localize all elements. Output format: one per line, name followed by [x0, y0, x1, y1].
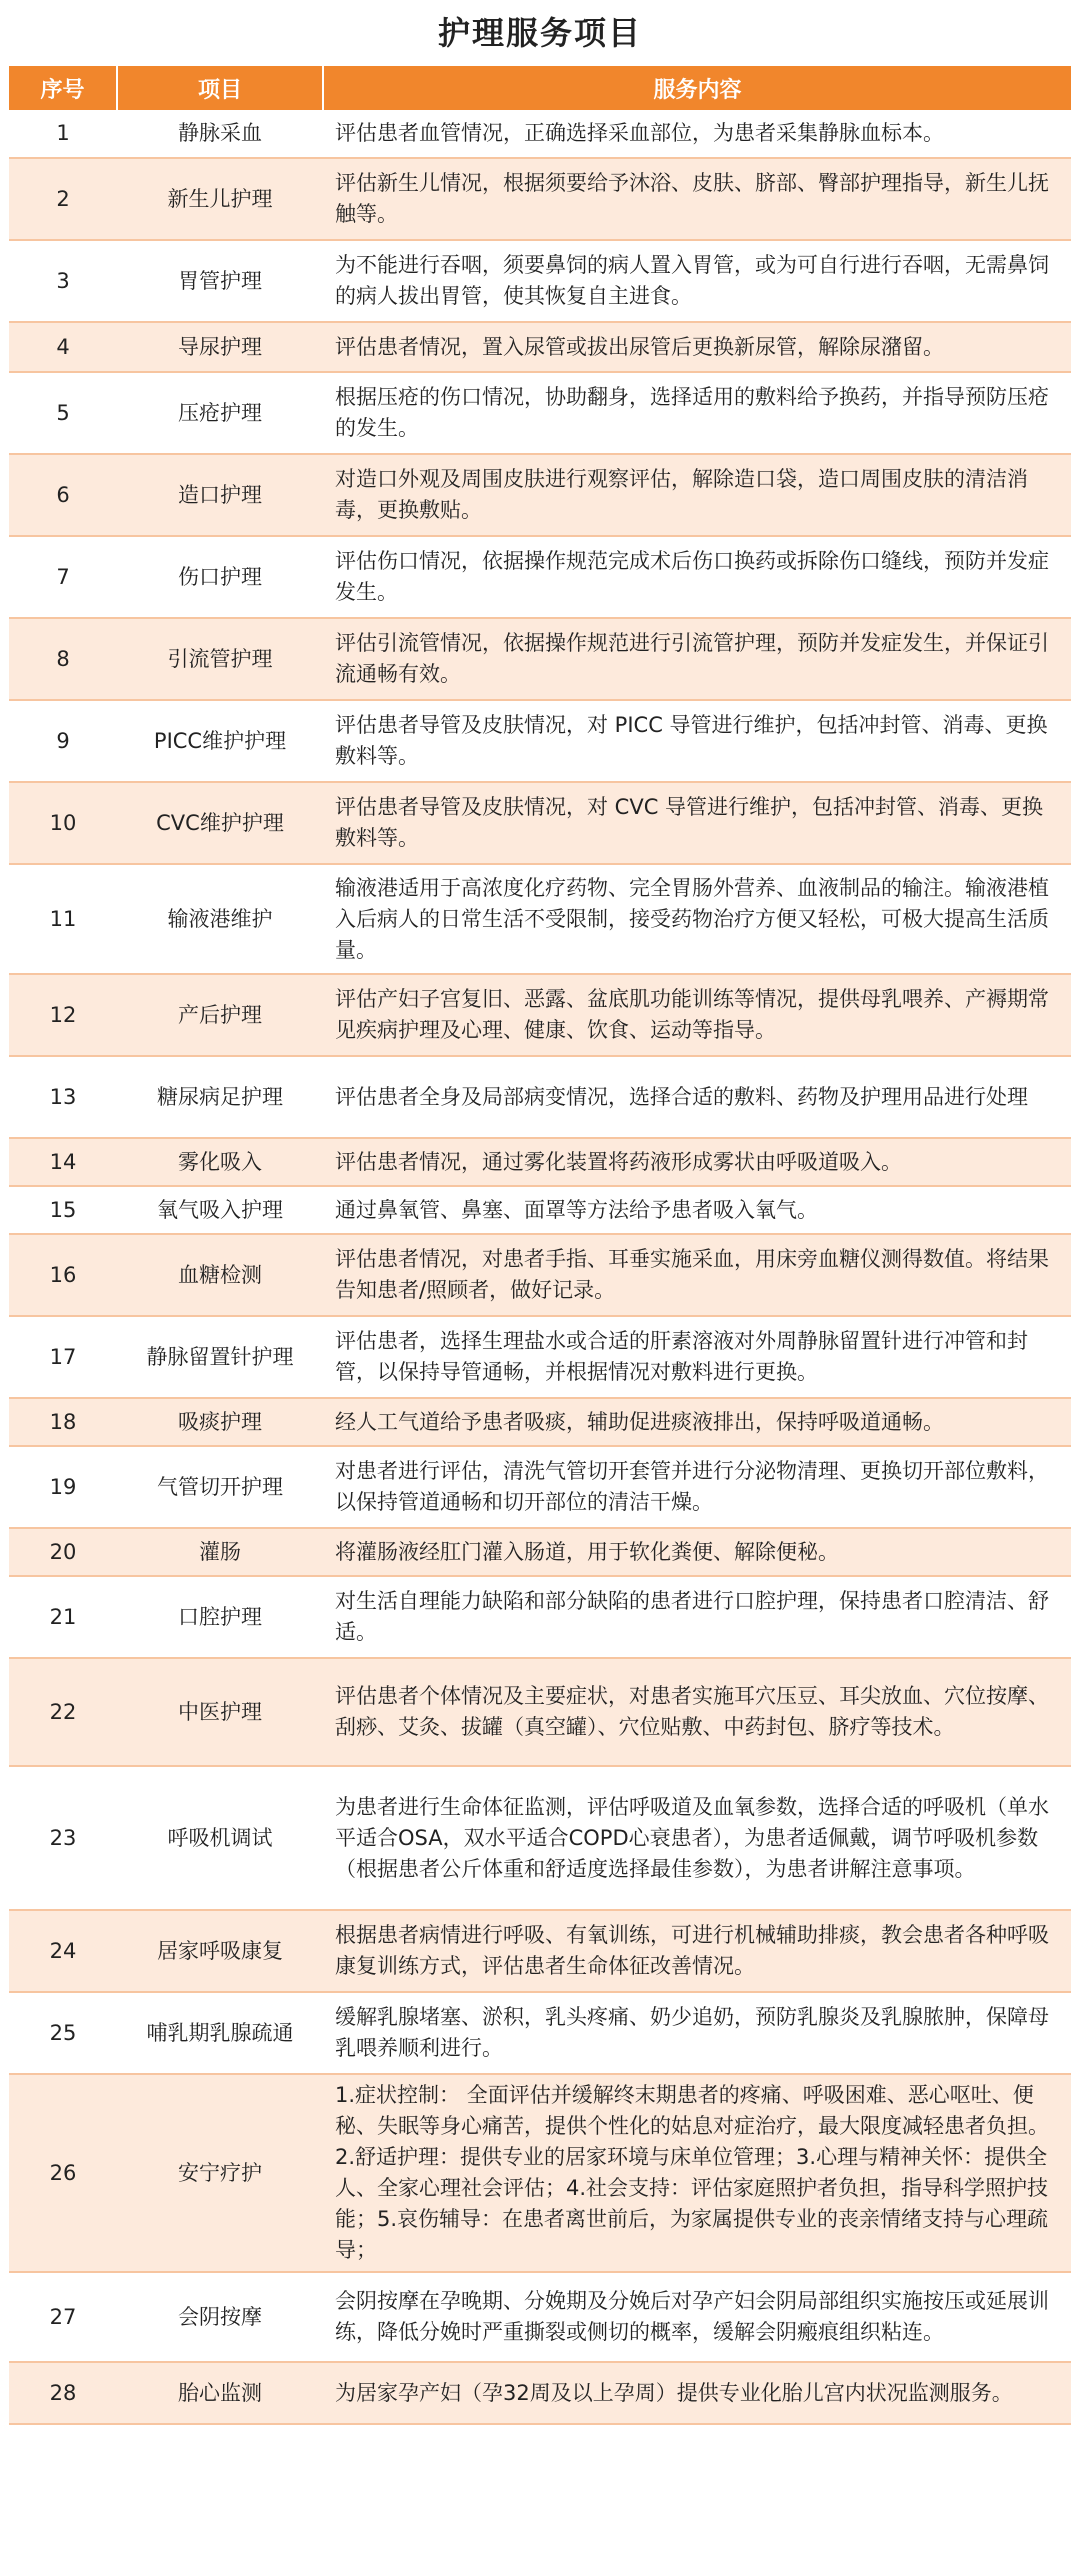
table-row — [9, 1528, 1071, 1576]
row-number: 25 — [9, 1992, 117, 2074]
table-row — [9, 700, 1071, 782]
row-content: 1.症状控制： 全面评估并缓解终末期患者的疼痛、呼吸困难、恶心呕吐、便秘、失眠等身心痛苦，提供个性化的姑息对症治疗，最大限度减轻患者负担。2.舒适护理：提供专业的居家环境与床单位管理；3.心理与精神关怀：提供全人、全家心理社会评估；4.社会支持：评估家庭照护者负担，指导科学照护技能；5.哀伤辅导：在患者离世前后，为家属提供专业的丧亲情绪支持与心理疏导； — [323, 2074, 1071, 2272]
row-content: 评估引流管情况，依据操作规范进行引流管护理，预防并发症发生，并保证引流通畅有效。 — [323, 618, 1071, 700]
table-row — [9, 1316, 1071, 1398]
row-item: 胃管护理 — [117, 240, 323, 322]
row-content: 评估产妇子宫复旧、恶露、盆底肌功能训练等情况，提供母乳喂养、产褥期常见疾病护理及心理、健康、饮食、运动等指导。 — [323, 974, 1071, 1056]
row-item: 压疮护理 — [117, 372, 323, 454]
header-number: 序号 — [9, 66, 117, 110]
row-number: 3 — [9, 240, 117, 322]
row-number: 9 — [9, 700, 117, 782]
table-row — [9, 1398, 1071, 1446]
row-content: 评估患者导管及皮肤情况，对 PICC 导管进行维护，包括冲封管、消毒、更换敷料等。 — [323, 700, 1071, 782]
row-content: 评估新生儿情况，根据须要给予沐浴、皮肤、脐部、臀部护理指导，新生儿抚触等。 — [323, 158, 1071, 240]
row-item: 中医护理 — [117, 1658, 323, 1766]
row-content: 为患者进行生命体征监测，评估呼吸道及血氧参数，选择合适的呼吸机（单水平适合OSA，双水平适合COPD心衰患者），为患者适佩戴，调节呼吸机参数（根据患者公斤体重和舒适度选择最佳参数），为患者讲解注意事项。 — [323, 1766, 1071, 1910]
row-content: 将灌肠液经肛门灌入肠道，用于软化粪便、解除便秘。 — [323, 1528, 1071, 1576]
table-row — [9, 454, 1071, 536]
row-number: 12 — [9, 974, 117, 1056]
row-number: 7 — [9, 536, 117, 618]
row-content: 为居家孕产妇（孕32周及以上孕周）提供专业化胎儿宫内状况监测服务。 — [323, 2362, 1071, 2424]
row-item: 造口护理 — [117, 454, 323, 536]
row-content: 对生活自理能力缺陷和部分缺陷的患者进行口腔护理，保持患者口腔清洁、舒适。 — [323, 1576, 1071, 1658]
row-content: 根据患者病情进行呼吸、有氧训练，可进行机械辅助排痰，教会患者各种呼吸康复训练方式，评估患者生命体征改善情况。 — [323, 1910, 1071, 1992]
row-number: 11 — [9, 864, 117, 974]
row-item: 导尿护理 — [117, 322, 323, 372]
row-content: 会阴按摩在孕晚期、分娩期及分娩后对孕产妇会阴局部组织实施按压或延展训练，降低分娩时严重撕裂或侧切的概率，缓解会阴瘢痕组织粘连。 — [323, 2272, 1071, 2362]
table-row — [9, 322, 1071, 372]
row-number: 26 — [9, 2074, 117, 2272]
row-item: 静脉采血 — [117, 110, 323, 158]
row-content: 评估患者情况，置入尿管或拔出尿管后更换新尿管，解除尿潴留。 — [323, 322, 1071, 372]
row-number: 27 — [9, 2272, 117, 2362]
row-number: 19 — [9, 1446, 117, 1528]
row-item: 安宁疗护 — [117, 2074, 323, 2272]
row-number: 17 — [9, 1316, 117, 1398]
row-item: 胎心监测 — [117, 2362, 323, 2424]
row-content: 经人工气道给予患者吸痰，辅助促进痰液排出，保持呼吸道通畅。 — [323, 1398, 1071, 1446]
row-number: 28 — [9, 2362, 117, 2424]
row-item: CVC维护护理 — [117, 782, 323, 864]
row-number: 8 — [9, 618, 117, 700]
row-content: 对造口外观及周围皮肤进行观察评估，解除造口袋，造口周围皮肤的清洁消毒，更换敷贴。 — [323, 454, 1071, 536]
row-content: 根据压疮的伤口情况，协助翻身，选择适用的敷料给予换药，并指导预防压疮的发生。 — [323, 372, 1071, 454]
row-number: 16 — [9, 1234, 117, 1316]
header-content: 服务内容 — [323, 66, 1071, 110]
row-number: 13 — [9, 1056, 117, 1138]
row-number: 22 — [9, 1658, 117, 1766]
table-row — [9, 974, 1071, 1056]
table-row — [9, 1766, 1071, 1910]
page-title: 护理服务项目 — [437, 14, 642, 52]
row-item: 口腔护理 — [117, 1576, 323, 1658]
row-item: 吸痰护理 — [117, 1398, 323, 1446]
table-row — [9, 1576, 1071, 1658]
row-item: 伤口护理 — [117, 536, 323, 618]
row-content: 评估患者导管及皮肤情况，对 CVC 导管进行维护，包括冲封管、消毒、更换敷料等。 — [323, 782, 1071, 864]
table-row — [9, 782, 1071, 864]
row-number: 15 — [9, 1186, 117, 1234]
row-item: 哺乳期乳腺疏通 — [117, 1992, 323, 2074]
row-content: 评估伤口情况，依据操作规范完成术后伤口换药或拆除伤口缝线，预防并发症发生。 — [323, 536, 1071, 618]
row-item: 静脉留置针护理 — [117, 1316, 323, 1398]
row-number: 5 — [9, 372, 117, 454]
table-row — [9, 1138, 1071, 1186]
row-content: 评估患者，选择生理盐水或合适的肝素溶液对外周静脉留置针进行冲管和封管，以保持导管通畅，并根据情况对敷料进行更换。 — [323, 1316, 1071, 1398]
row-content: 评估患者血管情况，正确选择采血部位，为患者采集静脉血标本。 — [323, 110, 1071, 158]
row-number: 6 — [9, 454, 117, 536]
table-row — [9, 1658, 1071, 1766]
row-item: PICC维护护理 — [117, 700, 323, 782]
table-row — [9, 1234, 1071, 1316]
row-number: 4 — [9, 322, 117, 372]
table-row — [9, 2362, 1071, 2424]
row-number: 23 — [9, 1766, 117, 1910]
row-content: 输液港适用于高浓度化疗药物、完全胃肠外营养、血液制品的输注。输液港植入后病人的日常生活不受限制，接受药物治疗方便又轻松，可极大提高生活质量。 — [323, 864, 1071, 974]
row-number: 1 — [9, 110, 117, 158]
row-number: 10 — [9, 782, 117, 864]
header-row — [9, 66, 1071, 110]
row-item: 引流管护理 — [117, 618, 323, 700]
table-row — [9, 536, 1071, 618]
table-row — [9, 240, 1071, 322]
row-content: 为不能进行吞咽，须要鼻饲的病人置入胃管，或为可自行进行吞咽，无需鼻饲的病人拔出胃管，使其恢复自主进食。 — [323, 240, 1071, 322]
row-item: 产后护理 — [117, 974, 323, 1056]
table-header — [9, 66, 1071, 110]
row-item: 居家呼吸康复 — [117, 1910, 323, 1992]
row-item: 血糖检测 — [117, 1234, 323, 1316]
row-content: 评估患者情况，对患者手指、耳垂实施采血，用床旁血糖仪测得数值。将结果告知患者/照顾者，做好记录。 — [323, 1234, 1071, 1316]
table-row — [9, 372, 1071, 454]
row-item: 氧气吸入护理 — [117, 1186, 323, 1234]
row-number: 18 — [9, 1398, 117, 1446]
row-number: 2 — [9, 158, 117, 240]
table-row — [9, 1446, 1071, 1528]
row-content: 通过鼻氧管、鼻塞、面罩等方法给予患者吸入氧气。 — [323, 1186, 1071, 1234]
row-content: 评估患者个体情况及主要症状，对患者实施耳穴压豆、耳尖放血、穴位按摩、刮痧、艾灸、拔罐（真空罐）、穴位贴敷、中药封包、脐疗等技术。 — [323, 1658, 1071, 1766]
row-item: 气管切开护理 — [117, 1446, 323, 1528]
row-item: 新生儿护理 — [117, 158, 323, 240]
row-item: 灌肠 — [117, 1528, 323, 1576]
service-table — [9, 66, 1071, 2425]
row-item: 糖尿病足护理 — [117, 1056, 323, 1138]
row-number: 21 — [9, 1576, 117, 1658]
row-item: 雾化吸入 — [117, 1138, 323, 1186]
table-body — [9, 110, 1071, 2424]
row-number: 14 — [9, 1138, 117, 1186]
table-row — [9, 618, 1071, 700]
table-row — [9, 1910, 1071, 1992]
table-row — [9, 158, 1071, 240]
row-item: 会阴按摩 — [117, 2272, 323, 2362]
row-content: 缓解乳腺堵塞、淤积，乳头疼痛、奶少追奶，预防乳腺炎及乳腺脓肿，保障母乳喂养顺利进行。 — [323, 1992, 1071, 2074]
row-content: 评估患者情况，通过雾化装置将药液形成雾状由呼吸道吸入。 — [323, 1138, 1071, 1186]
row-content: 评估患者全身及局部病变情况，选择合适的敷料、药物及护理用品进行处理 — [323, 1056, 1071, 1138]
table-row — [9, 1992, 1071, 2074]
row-item: 呼吸机调试 — [117, 1766, 323, 1910]
table-row — [9, 1186, 1071, 1234]
row-number: 24 — [9, 1910, 117, 1992]
row-item: 输液港维护 — [117, 864, 323, 974]
table-row — [9, 1056, 1071, 1138]
row-number: 20 — [9, 1528, 117, 1576]
header-item: 项目 — [117, 66, 323, 110]
table-row — [9, 2272, 1071, 2362]
table-row — [9, 2074, 1071, 2272]
table-row — [9, 110, 1071, 158]
table-row — [9, 864, 1071, 974]
row-content: 对患者进行评估，清洗气管切开套管并进行分泌物清理、更换切开部位敷料，以保持管道通畅和切开部位的清洁干燥。 — [323, 1446, 1071, 1528]
